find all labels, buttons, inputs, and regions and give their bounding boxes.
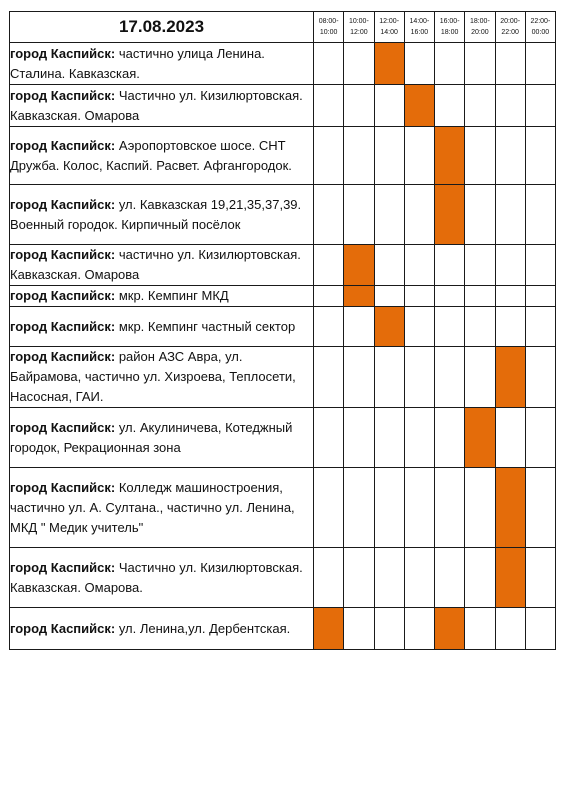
outage-slot xyxy=(404,127,434,185)
city-label: город Каспийск: xyxy=(10,419,116,435)
table-row xyxy=(10,286,556,307)
outage-slot xyxy=(314,408,344,468)
schedule-rows xyxy=(10,43,556,650)
outage-slot xyxy=(404,245,434,286)
city-label: город Каспийск: xyxy=(10,479,116,495)
address-text: район АЗС Авра, ул. Байрамова, частично ул. Хизроева, Теплосети, Насосная, ГАИ. xyxy=(10,349,296,404)
schedule-date: 17.08.2023 xyxy=(10,12,314,43)
address-cell xyxy=(10,347,314,408)
outage-slot xyxy=(465,347,495,408)
outage-slot xyxy=(465,548,495,608)
time-slot-header: 18:00- 20:00 xyxy=(465,12,495,43)
outage-slot xyxy=(525,468,555,548)
outage-slot xyxy=(314,307,344,347)
outage-slot xyxy=(465,85,495,127)
outage-slot xyxy=(495,408,525,468)
outage-slot xyxy=(495,608,525,650)
outage-slot xyxy=(344,127,374,185)
address-text: частично улица Ленина. Сталина. Кавказская. xyxy=(10,45,265,81)
outage-slot xyxy=(374,127,404,185)
outage-slot xyxy=(374,608,404,650)
outage-slot xyxy=(344,307,374,347)
outage-slot xyxy=(374,347,404,408)
outage-slot xyxy=(465,307,495,347)
outage-slot xyxy=(435,245,465,286)
table-row xyxy=(10,85,556,127)
time-slot-header: 10:00- 12:00 xyxy=(344,12,374,43)
outage-slot xyxy=(525,185,555,245)
address-text: Частично ул. Кизилюртовская. Кавказская. Омарова. xyxy=(10,559,303,595)
time-slot-header: 12:00- 14:00 xyxy=(374,12,404,43)
outage-slot xyxy=(314,548,344,608)
outage-slot-active xyxy=(495,347,525,408)
outage-slot-active xyxy=(374,307,404,347)
outage-slot-active xyxy=(495,548,525,608)
time-slot-header: 16:00- 18:00 xyxy=(435,12,465,43)
outage-slot xyxy=(344,185,374,245)
outage-slot xyxy=(495,185,525,245)
address-cell xyxy=(10,245,314,286)
address-cell xyxy=(10,286,314,307)
time-slot-header: 08:00- 10:00 xyxy=(314,12,344,43)
address-cell xyxy=(10,85,314,127)
outage-slot xyxy=(525,408,555,468)
outage-slot xyxy=(525,548,555,608)
outage-slot xyxy=(435,43,465,85)
address-cell xyxy=(10,185,314,245)
table-row xyxy=(10,185,556,245)
outage-slot xyxy=(525,608,555,650)
address-text: ул. Ленина,ул. Дербентская. xyxy=(115,620,291,636)
address-cell xyxy=(10,408,314,468)
city-label: город Каспийск: xyxy=(10,318,116,334)
address-cell xyxy=(10,468,314,548)
address-text: ул. Кавказская 19,21,35,37,39. Военный городок. Кирпичный посёлок xyxy=(10,196,302,232)
outage-slot xyxy=(465,185,495,245)
outage-slot xyxy=(495,127,525,185)
outage-slot xyxy=(525,85,555,127)
address-cell xyxy=(10,548,314,608)
outage-slot xyxy=(344,548,374,608)
outage-slot xyxy=(344,608,374,650)
outage-slot xyxy=(374,548,404,608)
outage-slot xyxy=(404,347,434,408)
outage-slot-active xyxy=(435,185,465,245)
outage-slot xyxy=(435,468,465,548)
outage-slot xyxy=(495,245,525,286)
outage-slot xyxy=(525,43,555,85)
outage-slot xyxy=(314,286,344,307)
outage-slot xyxy=(314,185,344,245)
outage-slot-active xyxy=(495,468,525,548)
outage-slot xyxy=(404,408,434,468)
outage-slot xyxy=(435,307,465,347)
outage-slot xyxy=(314,347,344,408)
outage-slot xyxy=(374,245,404,286)
outage-slot-active xyxy=(344,245,374,286)
outage-slot xyxy=(374,85,404,127)
table-row xyxy=(10,245,556,286)
address-text: Частично ул. Кизилюртовская. Кавказская. Омарова xyxy=(10,87,303,123)
outage-slot xyxy=(344,468,374,548)
time-slot-header: 14:00- 16:00 xyxy=(404,12,434,43)
outage-slot xyxy=(344,43,374,85)
city-label: город Каспийск: xyxy=(10,247,116,262)
table-row xyxy=(10,307,556,347)
outage-schedule-table xyxy=(9,11,556,650)
outage-slot xyxy=(404,548,434,608)
address-text: ул. Акулиничева, Котеджный городок, Рекрационная зона xyxy=(10,419,293,455)
city-label: город Каспийск: xyxy=(10,196,116,212)
table-row xyxy=(10,43,556,85)
outage-slot xyxy=(344,85,374,127)
outage-slot xyxy=(495,43,525,85)
city-label: город Каспийск: xyxy=(10,137,116,153)
outage-slot xyxy=(495,85,525,127)
outage-slot-active xyxy=(314,608,344,650)
outage-slot-active xyxy=(435,127,465,185)
outage-slot xyxy=(435,85,465,127)
outage-slot xyxy=(344,347,374,408)
table-row xyxy=(10,548,556,608)
header-row xyxy=(10,12,556,43)
outage-slot xyxy=(374,185,404,245)
outage-slot-active xyxy=(374,43,404,85)
address-text: мкр. Кемпинг частный сектор xyxy=(115,318,296,334)
schedule-sheet xyxy=(9,11,556,650)
outage-slot-active xyxy=(344,286,374,307)
table-row xyxy=(10,468,556,548)
outage-slot xyxy=(465,468,495,548)
city-label: город Каспийск: xyxy=(10,87,116,103)
city-label: город Каспийск: xyxy=(10,45,116,61)
outage-slot xyxy=(525,347,555,408)
outage-slot xyxy=(404,468,434,548)
outage-slot xyxy=(525,245,555,286)
outage-slot xyxy=(435,347,465,408)
table-row xyxy=(10,127,556,185)
outage-slot xyxy=(404,185,434,245)
address-text: Аэропортовское шосе. СНТ Дружба. Колос, Каспий. Расвет. Афгангородок. xyxy=(10,137,292,173)
address-cell xyxy=(10,608,314,650)
table-row xyxy=(10,408,556,468)
outage-slot xyxy=(465,608,495,650)
outage-slot xyxy=(404,43,434,85)
address-text: Колледж машиностроения, частично ул. А. Султана., частично ул. Ленина, МКД " Медик учитель" xyxy=(10,479,295,535)
address-text: частично ул. Кизилюртовская. Кавказская. Омарова xyxy=(10,247,301,282)
outage-slot xyxy=(314,85,344,127)
outage-slot xyxy=(314,468,344,548)
outage-slot xyxy=(314,43,344,85)
table-row xyxy=(10,347,556,408)
outage-slot xyxy=(495,307,525,347)
outage-slot xyxy=(465,245,495,286)
outage-slot xyxy=(435,286,465,307)
outage-slot xyxy=(404,286,434,307)
outage-slot-active xyxy=(404,85,434,127)
outage-slot-active xyxy=(435,608,465,650)
address-cell xyxy=(10,43,314,85)
city-label: город Каспийск: xyxy=(10,288,116,303)
outage-slot xyxy=(525,307,555,347)
outage-slot xyxy=(404,608,434,650)
address-cell xyxy=(10,307,314,347)
outage-slot xyxy=(374,408,404,468)
outage-slot xyxy=(404,307,434,347)
time-slot-header: 20:00- 22:00 xyxy=(495,12,525,43)
table-row xyxy=(10,608,556,650)
outage-slot xyxy=(435,408,465,468)
outage-slot xyxy=(525,127,555,185)
outage-slot xyxy=(465,43,495,85)
outage-slot xyxy=(465,127,495,185)
outage-slot xyxy=(374,286,404,307)
address-text: мкр. Кемпинг МКД xyxy=(115,288,229,303)
outage-slot xyxy=(314,245,344,286)
outage-slot xyxy=(525,286,555,307)
outage-slot xyxy=(435,548,465,608)
city-label: город Каспийск: xyxy=(10,349,116,364)
outage-slot xyxy=(344,408,374,468)
outage-slot xyxy=(495,286,525,307)
outage-slot xyxy=(314,127,344,185)
outage-slot xyxy=(465,286,495,307)
address-cell xyxy=(10,127,314,185)
city-label: город Каспийск: xyxy=(10,559,116,575)
outage-slot xyxy=(374,468,404,548)
city-label: город Каспийск: xyxy=(10,620,116,636)
outage-slot-active xyxy=(465,408,495,468)
time-slot-header: 22:00- 00:00 xyxy=(525,12,555,43)
